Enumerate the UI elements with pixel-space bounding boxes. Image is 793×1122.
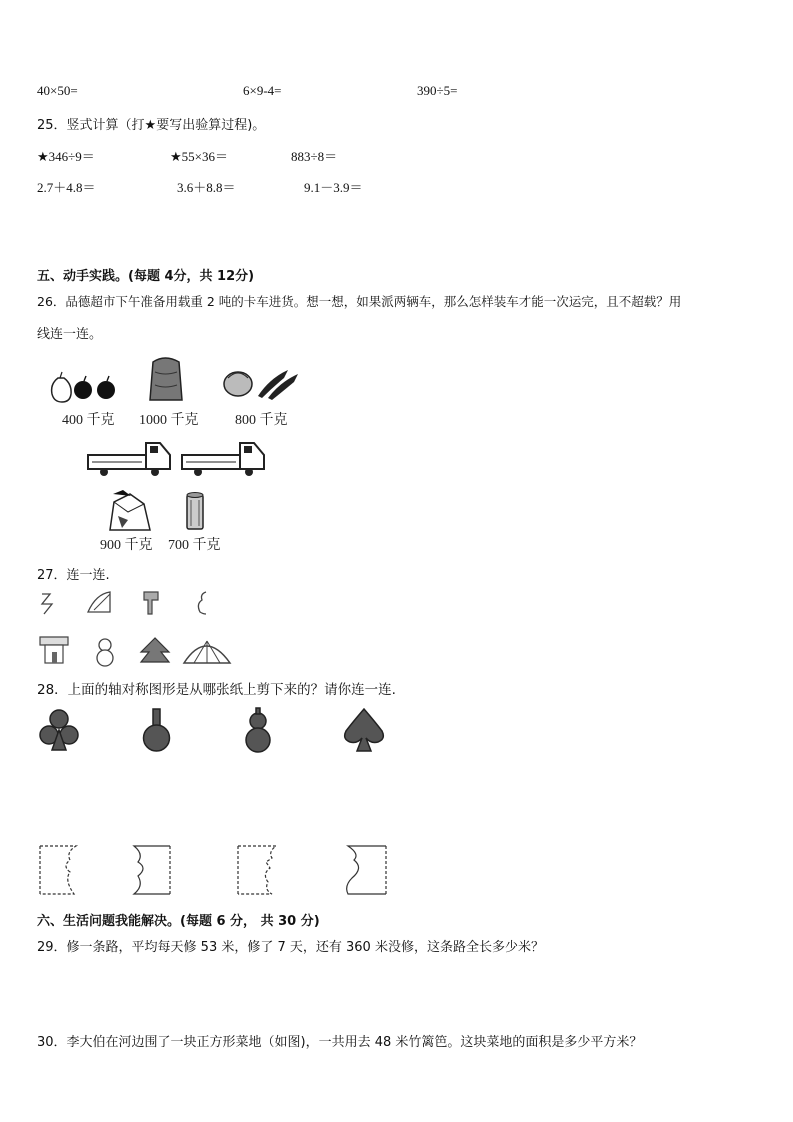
spade-icon [345,709,384,751]
weight-label-canister: 700 千克 [168,538,221,553]
calc-390div5: 390÷5= [417,83,458,98]
q25-a3: 883÷8＝ [291,149,338,164]
q25-b2: 3.6＋8.8＝ [177,180,236,195]
q27-title: 27．连一连. [37,568,110,583]
q26-text-line1: 26．品德超市下午准备用载重 2 吨的卡车进货。想一想，如果派两辆车，那么怎样装车才能一次运完，且不超载？用 [37,294,682,309]
section-5-heading: 五、动手实践。(每题 4分，共 12分) [37,269,255,284]
q29-text: 29．修一条路，平均每天修 53 米，修了 7 天，还有 360 米没修，这条路全长多少米？ [37,940,544,955]
q28-title: 28．上面的轴对称图形是从哪张纸上剪下来的？请你连一连. [37,682,396,698]
calc-6x9-4: 6×9-4= [243,83,282,98]
weight-label-sack: 1000 千克 [139,413,199,428]
q25-title: 25．竖式计算（打★要写出验算过程)。 [37,118,266,133]
q25-a2: ★55×36＝ [170,149,228,164]
q26-text-line2: 线连一连。 [37,327,103,342]
q25-a1: ★346÷9＝ [37,149,95,164]
gourd-icon [246,708,270,752]
q25-b3: 9.1－3.9＝ [304,180,363,195]
section-6-heading: 六、生活问题我能解决。(每题 6 分， 共 30 分) [37,914,320,929]
paper-piece-icon [134,846,170,894]
paper-piece-icon [238,846,276,894]
q30-text: 30．李大伯在河边围了一块正方形菜地（如图)，一共用去 48 米竹篱笆。这块菜地的面积是多少平方米？ [37,1035,643,1050]
calc-40x50: 40×50= [37,83,78,98]
q25-b1: 2.7＋4.8＝ [37,180,96,195]
weight-label-fruit: 400 千克 [62,413,115,428]
weight-label-vegetables: 800 千克 [235,413,288,428]
paper-piece-icon [347,846,386,894]
club-icon [40,710,78,750]
weight-label-rice: 900 千克 [100,538,153,553]
paper-piece-icon [40,846,76,894]
keyhole-shape-icon [144,709,170,751]
